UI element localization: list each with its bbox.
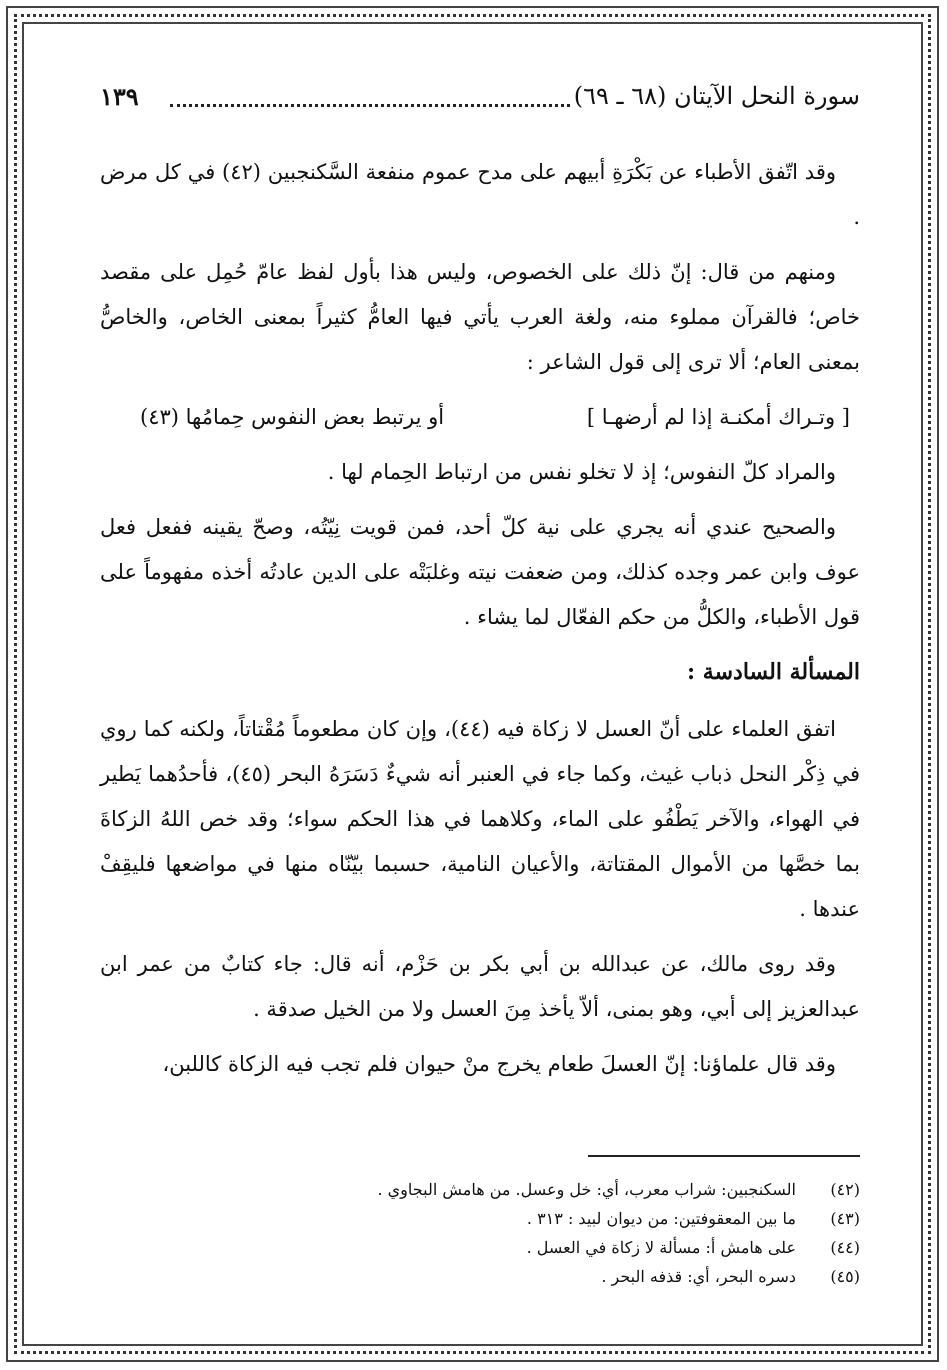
footnote-text: ما بين المعقوفتين: من ديوان لبيد : ٣١٣ . — [526, 1209, 796, 1228]
footnote-number: (٤٣) — [830, 1209, 860, 1228]
footnote-number: (٤٢) — [830, 1180, 860, 1199]
header-title: سورة النحل الآيتان (٦٨ ـ ٦٩) — [573, 82, 860, 110]
footnote-item — [100, 1262, 860, 1291]
paragraph: ومنهم من قال: إنّ ذلك على الخصوص، وليس هذا بأول لفظ عامّ حُمِل على مقصد خاص؛ فالقرآن مملوء منه، ولغة العرب يأتي فيها العامُّ كثيراً بمعنى الخاص، والخاصُّ بمعنى العام؛ ألا ترى إلى قول الشاعر : — [100, 260, 860, 374]
page-body — [100, 150, 860, 1097]
paragraph: والصحيح عندي أنه يجري على نية كلّ أحد، فمن قويت نِيّتُه، وصحّ يقينه ففعل فعل عوف وابن عمر وجده كذلك، ومن ضعفت نيته وغلبَتْه على الدين عادتُه أخذه مفهوماً على قول الأطباء، والكلُّ من حكم الفعّال لما يشاء . — [100, 515, 860, 629]
footnote-number: (٤٥) — [830, 1267, 860, 1286]
footnote-item — [100, 1204, 860, 1233]
running-header — [100, 82, 860, 122]
section-heading: المسألة السادسة : — [687, 659, 860, 685]
poetry-verse — [100, 395, 860, 440]
paragraph: والمراد كلّ النفوس؛ إذ لا تخلو نفس من ارتباط الحِمام لها . — [327, 460, 836, 484]
verse-first-hemistich: [ وتـراك أمكنـة إذا لم أرضهـا ] — [586, 405, 850, 429]
footnotes — [100, 1175, 860, 1291]
footnote-text: دسره البحر، أي: قذفه البحر . — [601, 1267, 796, 1286]
footnote-item — [100, 1175, 860, 1204]
footnote-number: (٤٤) — [830, 1238, 860, 1257]
footnote-item — [100, 1233, 860, 1262]
header-leader-dots — [170, 104, 570, 107]
verse-second-hemistich: أو يرتبط بعض النفوس حِمامُها (٤٣) — [140, 405, 445, 429]
book-page — [100, 70, 860, 1300]
paragraph: وقد قال علماؤنا: إنّ العسلَ طعام يخرج منْ حيوان فلم تجب فيه الزكاة كاللبن، — [162, 1052, 836, 1076]
footnote-text: السكنجبين: شراب معرب، أي: خل وعسل. من هامش البجاوي . — [377, 1180, 796, 1199]
footnote-text: على هامش أ: مسألة لا زكاة في العسل . — [526, 1238, 796, 1257]
paragraph: اتفق العلماء على أنّ العسل لا زكاة فيه (٤٤)، وإن كان مطعوماً مُقْتاتاً، ولكنه كما روي في ذِكْر النحل ذباب غيث، وكما جاء في العنبر أنه شيءٌ دَسَرَهُ البحر (٤٥)، فأحدُهما يَطير في الهواء، والآخر يَطْفُو على الماء، وكلاهما في هذا الحكم سواء؛ وقد خص اللهُ الزكاةَ بما خصَّها من الأموال المقتاتة، والأعيان النامية، حسبما بيّنّاه منها في مواضعها فليقِفْ عندها . — [100, 717, 860, 921]
footnote-separator — [588, 1155, 860, 1157]
paragraph: وقد اتّفق الأطباء عن بَكْرَةِ أبيهم على مدح عموم منفعة السَّكنجبين (٤٢) في كل مرض . — [100, 160, 860, 229]
page-number: ١٣٩ — [100, 82, 139, 111]
paragraph: وقد روى مالك، عن عبدالله بن أبي بكر بن حَزْم، أنه قال: جاء كتابٌ من عمر ابن عبدالعزيز إلى أبي، وهو بمنى، ألاّ يأخذ مِنَ العسل ولا من الخيل صدقة . — [100, 952, 860, 1021]
